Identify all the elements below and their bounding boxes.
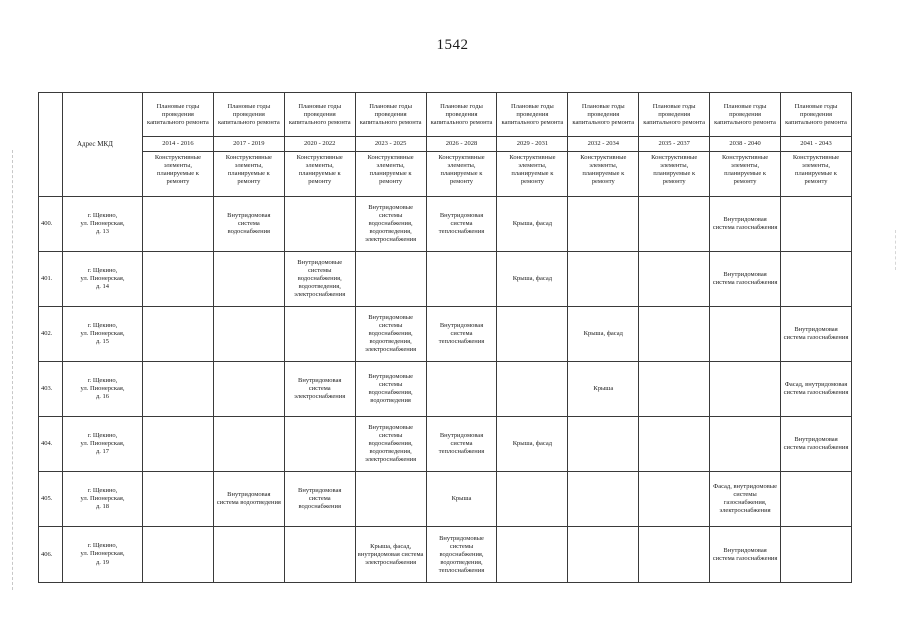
- repair-cell: Внутридомовая система электроснабжения: [284, 362, 355, 417]
- repair-cell: Крыша, фасад: [497, 252, 568, 307]
- address-city: г. Щекино,: [87, 486, 118, 494]
- repair-cell: Внутридомовая система теплоснабжения: [426, 417, 497, 472]
- row-number: 405.: [39, 472, 63, 527]
- address-house: д. 16: [95, 393, 110, 401]
- header-row-elements: [39, 152, 852, 197]
- elements-header: Конструктивные элементы, планируемые к ремонту: [143, 152, 214, 197]
- repair-cell: [497, 472, 568, 527]
- period-header: 2038 - 2040: [710, 137, 781, 152]
- repair-cell: Крыша, фасад, внутридомовая система электроснабжения: [355, 527, 426, 583]
- table-row: [39, 252, 852, 307]
- left-margin-guide: [12, 150, 14, 590]
- repair-cell: Внутридомовые системы водоснабжения, водоотведения, электроснабжения: [284, 252, 355, 307]
- address-street: ул. Пионерская,: [80, 219, 125, 227]
- header-blank-number: [39, 152, 63, 197]
- repair-cell: [426, 252, 497, 307]
- table-row: [39, 197, 852, 252]
- repair-cell: [355, 252, 426, 307]
- elements-header: Конструктивные элементы, планируемые к ремонту: [710, 152, 781, 197]
- planned-years-header: Плановые годы проведения капитального ремонта: [355, 93, 426, 137]
- repair-cell: Внутридомовые системы водоснабжения, водоотведения, электроснабжения: [355, 417, 426, 472]
- elements-header: Конструктивные элементы, планируемые к ремонту: [355, 152, 426, 197]
- page-number: 1542: [436, 37, 469, 53]
- header-blank-address: [63, 152, 143, 197]
- planned-years-header: Плановые годы проведения капитального ремонта: [639, 93, 710, 137]
- repair-cell: Крыша, фасад: [497, 197, 568, 252]
- repair-cell: [568, 197, 639, 252]
- repair-cell: Внутридомовая система водоотведения: [213, 472, 284, 527]
- period-header: 2020 - 2022: [284, 137, 355, 152]
- address-house: д. 15: [95, 338, 110, 346]
- repair-cell: Внутридомовые системы водоснабжения, водоотведения, теплоснабжения: [426, 527, 497, 583]
- address-city: г. Щекино,: [87, 266, 118, 274]
- address-house: д. 18: [95, 503, 110, 511]
- repair-cell: [143, 362, 214, 417]
- table-row: [39, 472, 852, 527]
- period-header: 2032 - 2034: [568, 137, 639, 152]
- repair-cell: [639, 252, 710, 307]
- planned-years-header: Плановые годы проведения капитального ремонта: [497, 93, 568, 137]
- repair-cell: [639, 417, 710, 472]
- right-margin-guide: [895, 230, 897, 270]
- repair-cell: [639, 527, 710, 583]
- address-cell: [63, 527, 143, 583]
- period-header: 2026 - 2028: [426, 137, 497, 152]
- repair-cell: [639, 307, 710, 362]
- repair-cell: Крыша, фасад: [568, 307, 639, 362]
- planned-years-header: Плановые годы проведения капитального ремонта: [710, 93, 781, 137]
- repair-cell: [355, 472, 426, 527]
- address-house: д. 13: [95, 228, 110, 236]
- row-number: 402.: [39, 307, 63, 362]
- repair-cell: [710, 307, 781, 362]
- address-house: д. 14: [95, 283, 110, 291]
- elements-header: Конструктивные элементы, планируемые к ремонту: [781, 152, 852, 197]
- address-cell: [63, 472, 143, 527]
- repair-cell: [568, 472, 639, 527]
- elements-header: Конструктивные элементы, планируемые к ремонту: [284, 152, 355, 197]
- elements-header: Конструктивные элементы, планируемые к ремонту: [213, 152, 284, 197]
- table-header: [39, 93, 852, 197]
- repair-cell: [781, 252, 852, 307]
- repair-cell: [284, 527, 355, 583]
- header-blank-address: [63, 93, 143, 137]
- elements-header: Конструктивные элементы, планируемые к ремонту: [497, 152, 568, 197]
- repair-cell: Крыша: [568, 362, 639, 417]
- table-row: [39, 362, 852, 417]
- address-house: д. 19: [95, 558, 110, 566]
- capital-repair-schedule-table: [38, 92, 852, 583]
- table-body: [39, 197, 852, 583]
- address-cell: [63, 307, 143, 362]
- repair-cell: Фасад, внутридомовые системы газоснабжения, электроснабжения: [710, 472, 781, 527]
- repair-cell: [143, 252, 214, 307]
- repair-cell: [143, 307, 214, 362]
- period-header: 2029 - 2031: [497, 137, 568, 152]
- repair-cell: Внутридомовые системы водоснабжения, водоотведения: [355, 362, 426, 417]
- repair-cell: [284, 197, 355, 252]
- repair-cell: Внутридомовые системы водоснабжения, водоотведения, электроснабжения: [355, 197, 426, 252]
- header-blank-number: [39, 93, 63, 137]
- period-header: 2035 - 2037: [639, 137, 710, 152]
- table-row: [39, 417, 852, 472]
- repair-cell: [568, 417, 639, 472]
- repair-cell: [213, 417, 284, 472]
- address-city: г. Щекино,: [87, 211, 118, 219]
- repair-cell: [568, 252, 639, 307]
- row-number: 403.: [39, 362, 63, 417]
- period-header: 2041 - 2043: [781, 137, 852, 152]
- address-city: г. Щекино,: [87, 321, 118, 329]
- repair-cell: Крыша: [426, 472, 497, 527]
- planned-years-header: Плановые годы проведения капитального ремонта: [143, 93, 214, 137]
- repair-cell: Внутридомовая система газоснабжения: [710, 197, 781, 252]
- address-street: ул. Пионерская,: [80, 384, 125, 392]
- address-street: ул. Пионерская,: [80, 494, 125, 502]
- period-header: 2014 - 2016: [143, 137, 214, 152]
- elements-header: Конструктивные элементы, планируемые к ремонту: [568, 152, 639, 197]
- address-city: г. Щекино,: [87, 376, 118, 384]
- row-number: 404.: [39, 417, 63, 472]
- repair-cell: [710, 417, 781, 472]
- repair-cell: [213, 527, 284, 583]
- address-city: г. Щекино,: [87, 542, 118, 550]
- repair-cell: [143, 472, 214, 527]
- repair-cell: Внутридомовая система теплоснабжения: [426, 307, 497, 362]
- repair-cell: [781, 527, 852, 583]
- elements-header: Конструктивные элементы, планируемые к ремонту: [639, 152, 710, 197]
- repair-cell: [213, 307, 284, 362]
- header-row-planned-years: [39, 93, 852, 137]
- repair-cell: Внутридомовая система газоснабжения: [710, 527, 781, 583]
- repair-cell: [143, 417, 214, 472]
- repair-cell: Внутридомовая система водоснабжения: [213, 197, 284, 252]
- address-cell: [63, 417, 143, 472]
- repair-cell: [639, 472, 710, 527]
- repair-cell: [143, 527, 214, 583]
- address-street: ул. Пионерская,: [80, 274, 125, 282]
- repair-cell: [781, 472, 852, 527]
- repair-cell: [497, 362, 568, 417]
- planned-years-header: Плановые годы проведения капитального ремонта: [426, 93, 497, 137]
- repair-cell: [639, 362, 710, 417]
- repair-cell: Внутридомовая система газоснабжения: [710, 252, 781, 307]
- table-row: [39, 527, 852, 583]
- repair-cell: [639, 197, 710, 252]
- repair-cell: [213, 362, 284, 417]
- address-street: ул. Пионерская,: [80, 329, 125, 337]
- repair-cell: [781, 197, 852, 252]
- period-header: 2023 - 2025: [355, 137, 426, 152]
- repair-cell: [284, 307, 355, 362]
- planned-years-header: Плановые годы проведения капитального ремонта: [568, 93, 639, 137]
- header-row-periods: [39, 137, 852, 152]
- address-cell: [63, 197, 143, 252]
- repair-cell: Внутридомовая система газоснабжения: [781, 307, 852, 362]
- row-number: 400.: [39, 197, 63, 252]
- table-row: [39, 307, 852, 362]
- planned-years-header: Плановые годы проведения капитального ремонта: [781, 93, 852, 137]
- address-street: ул. Пионерская,: [80, 439, 125, 447]
- repair-cell: [426, 362, 497, 417]
- address-street: ул. Пионерская,: [80, 550, 125, 558]
- address-cell: [63, 252, 143, 307]
- address-cell: [63, 362, 143, 417]
- planned-years-header: Плановые годы проведения капитального ремонта: [213, 93, 284, 137]
- address-city: г. Щекино,: [87, 431, 118, 439]
- repair-cell: [143, 197, 214, 252]
- address-header: Адрес МКД: [63, 137, 143, 152]
- repair-cell: [497, 527, 568, 583]
- repair-cell: Внутридомовая система газоснабжения: [781, 417, 852, 472]
- row-number: 406.: [39, 527, 63, 583]
- planned-years-header: Плановые годы проведения капитального ремонта: [284, 93, 355, 137]
- elements-header: Конструктивные элементы, планируемые к ремонту: [426, 152, 497, 197]
- repair-cell: Внутридомовые системы водоснабжения, водоотведения, электроснабжения: [355, 307, 426, 362]
- repair-cell: [284, 417, 355, 472]
- header-blank-number: [39, 137, 63, 152]
- repair-cell: Крыша, фасад: [497, 417, 568, 472]
- address-house: д. 17: [95, 448, 110, 456]
- repair-cell: Внутридомовая система теплоснабжения: [426, 197, 497, 252]
- row-number: 401.: [39, 252, 63, 307]
- repair-cell: [213, 252, 284, 307]
- repair-cell: [568, 527, 639, 583]
- repair-cell: Фасад, внутридомовая система газоснабжения: [781, 362, 852, 417]
- repair-cell: Внутридомовая система водоснабжения: [284, 472, 355, 527]
- repair-cell: [710, 362, 781, 417]
- period-header: 2017 - 2019: [213, 137, 284, 152]
- repair-cell: [497, 307, 568, 362]
